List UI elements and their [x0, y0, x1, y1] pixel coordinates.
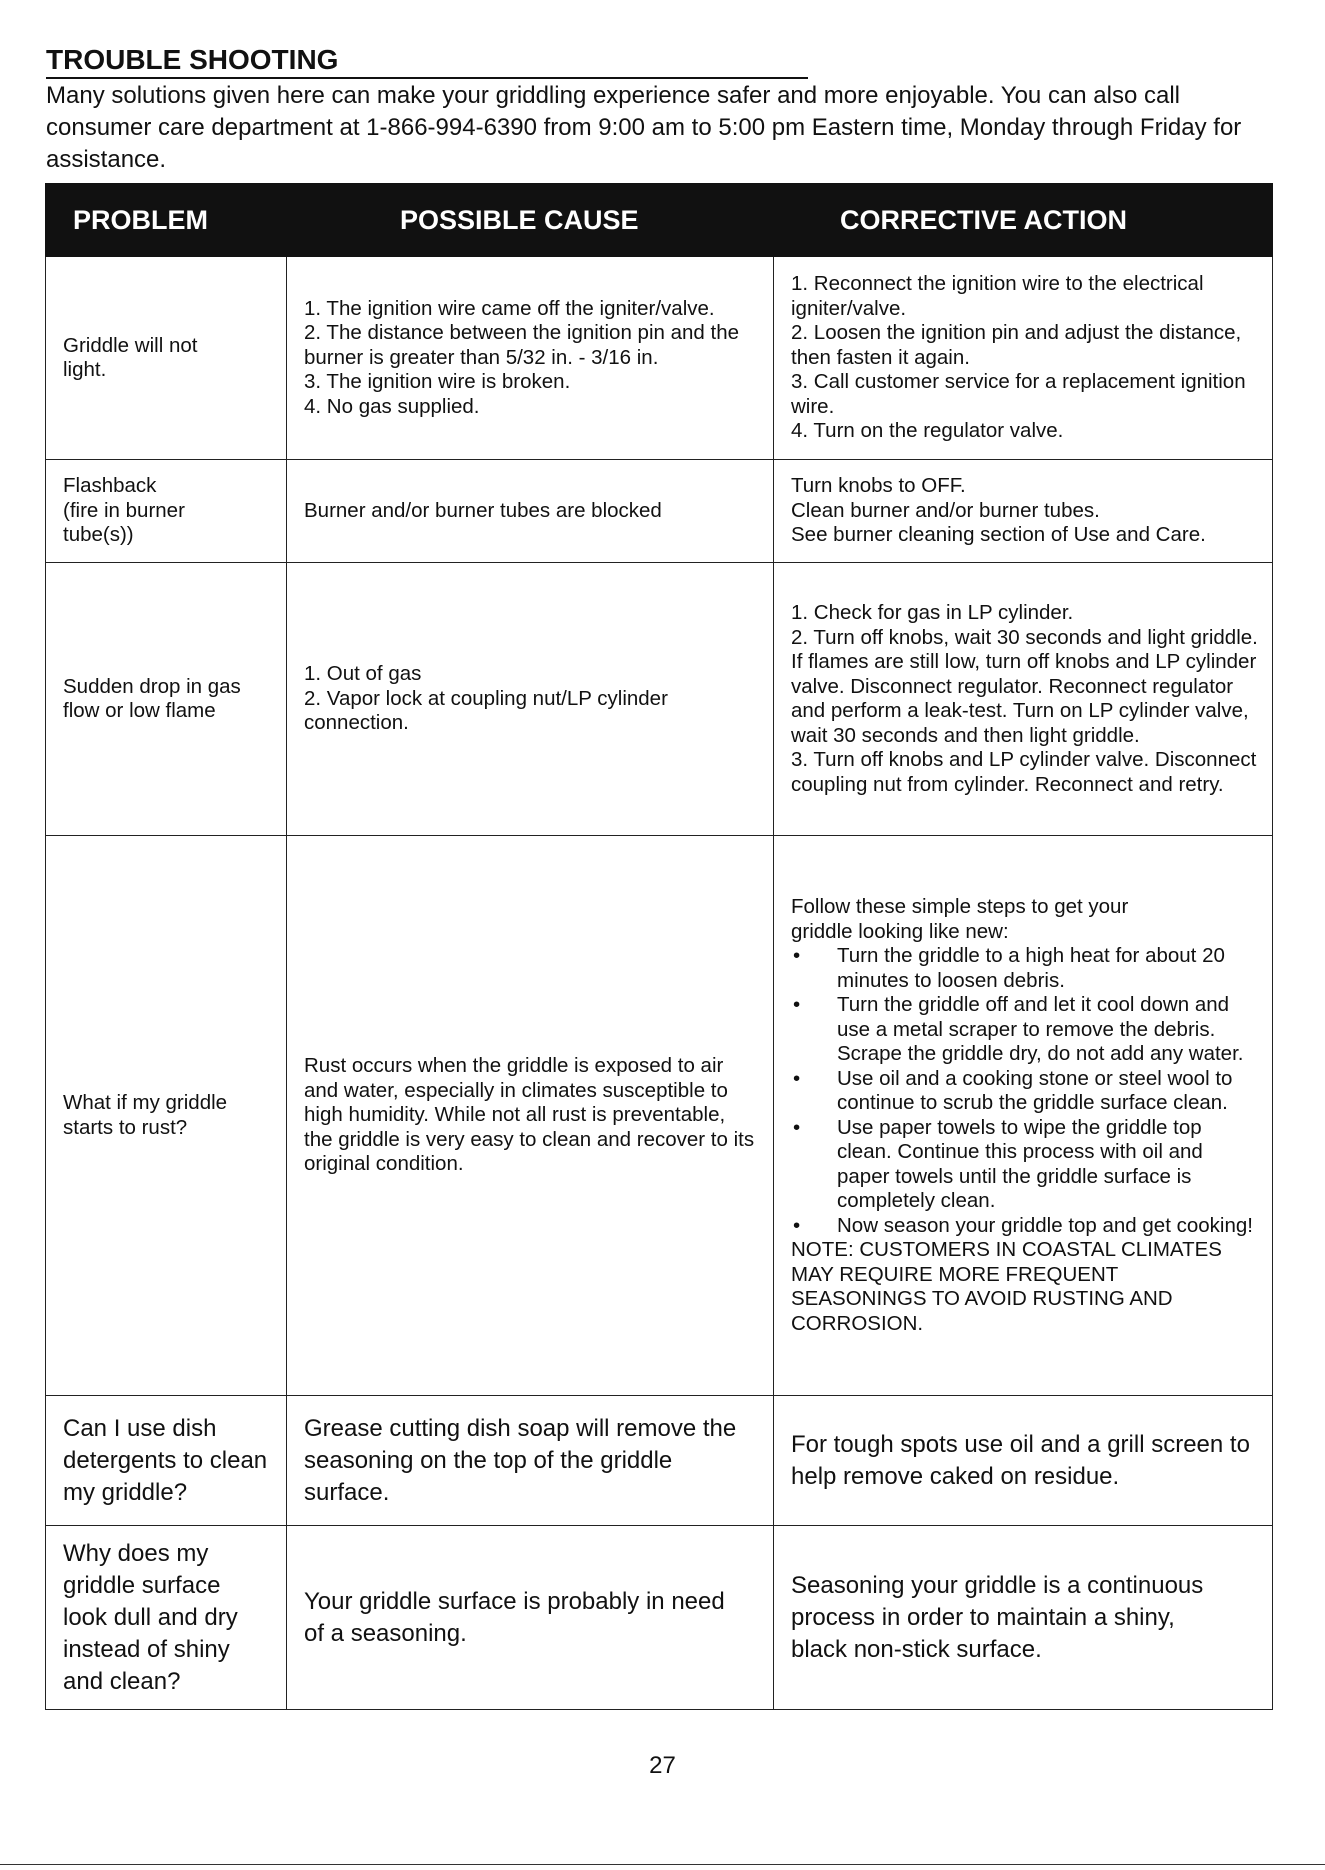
- table-row: [46, 257, 1273, 460]
- problem-cell: Sudden drop in gas flow or low flame: [46, 563, 287, 836]
- action-cell: 1. Reconnect the ignition wire to the electrical igniter/valve. 2. Loosen the ignition pin and adjust the distance, then fasten it again. 3. Call customer service for a replacement ignition wire. 4. Turn on the regulator valve.: [774, 257, 1273, 460]
- action-cell: Turn knobs to OFF. Clean burner and/or burner tubes. See burner cleaning section of Use and Care.: [774, 460, 1273, 563]
- table-row: [46, 1526, 1273, 1710]
- list-item: • Turn the griddle off and let it cool down and use a metal scraper to remove the debris. Scrape the griddle dry, do not add any water.: [791, 993, 1258, 1067]
- table-header-row: [46, 184, 1273, 257]
- cause-cell: 1. The ignition wire came off the igniter/valve. 2. The distance between the ignition pin and the burner is greater than 5/32 in. - 3/16 in. 3. The ignition wire is broken. 4. No gas supplied.: [287, 257, 774, 460]
- action-cell: For tough spots use oil and a grill screen to help remove caked on residue.: [774, 1396, 1273, 1526]
- cause-cell: Rust occurs when the griddle is exposed to air and water, especially in climates susceptible to high humidity. While not all rust is preventable, the griddle is very easy to clean and recover to its original condition.: [287, 836, 774, 1396]
- cause-cell: Grease cutting dish soap will remove the seasoning on the top of the griddle surface.: [287, 1396, 774, 1526]
- cause-cell: 1. Out of gas 2. Vapor lock at coupling nut/LP cylinder connection.: [287, 563, 774, 836]
- list-item: • Use oil and a cooking stone or steel wool to continue to scrub the griddle surface clean.: [791, 1067, 1258, 1116]
- table-row: [46, 563, 1273, 836]
- header-problem: PROBLEM: [46, 184, 287, 257]
- table-row: [46, 460, 1273, 563]
- action-steps-list: [791, 944, 1258, 1238]
- page-number: 27: [649, 1752, 676, 1779]
- action-cell: 1. Check for gas in LP cylinder. 2. Turn off knobs, wait 30 seconds and light griddle. If flames are still low, turn off knobs and LP cylinder valve. Disconnect regulator. Reconnect regulator and perform a leak-test. Turn on LP cylinder valve, wait 30 seconds and then light griddle. 3. Turn off knobs and LP cylinder valve. Disconnect coupling nut from cylinder. Reconnect and retry.: [774, 563, 1273, 836]
- action-intro: Follow these simple steps to get your griddle looking like new:: [791, 895, 1129, 943]
- troubleshooting-table: [45, 183, 1273, 1710]
- table-row: [46, 836, 1273, 1396]
- page-title: TROUBLE SHOOTING: [46, 43, 808, 79]
- list-item: • Now season your griddle top and get cooking!: [791, 1214, 1258, 1239]
- action-cell: Seasoning your griddle is a continuous process in order to maintain a shiny, black non-stick surface.: [774, 1526, 1273, 1710]
- header-possible-cause: POSSIBLE CAUSE: [287, 184, 774, 257]
- problem-cell: Flashback (fire in burner tube(s)): [46, 460, 287, 563]
- cause-cell: Burner and/or burner tubes are blocked: [287, 460, 774, 563]
- coastal-note: NOTE: CUSTOMERS IN COASTAL CLIMATES MAY REQUIRE MORE FREQUENT SEASONINGS TO AVOID RUSTING AND CORROSION.: [791, 1238, 1222, 1335]
- problem-cell: Why does my griddle surface look dull and dry instead of shiny and clean?: [46, 1526, 287, 1710]
- header-corrective-action: CORRECTIVE ACTION: [774, 184, 1273, 257]
- cause-cell: Your griddle surface is probably in need of a seasoning.: [287, 1526, 774, 1710]
- list-item: • Use paper towels to wipe the griddle top clean. Continue this process with oil and paper towels until the griddle surface is completely clean.: [791, 1116, 1258, 1214]
- list-item: • Turn the griddle to a high heat for about 20 minutes to loosen debris.: [791, 944, 1258, 993]
- problem-cell: Griddle will not light.: [46, 257, 287, 460]
- problem-cell: What if my griddle starts to rust?: [46, 836, 287, 1396]
- page-bottom-rule: [0, 1864, 1325, 1865]
- problem-cell: Can I use dish detergents to clean my griddle?: [46, 1396, 287, 1526]
- intro-paragraph: Many solutions given here can make your griddling experience safer and more enjoyable. You can also call consumer care department at 1-866-994-6390 from 9:00 am to 5:00 pm Eastern time, Monday through Friday for assistance.: [46, 82, 1242, 173]
- table-row: [46, 1396, 1273, 1526]
- action-cell: [774, 836, 1273, 1396]
